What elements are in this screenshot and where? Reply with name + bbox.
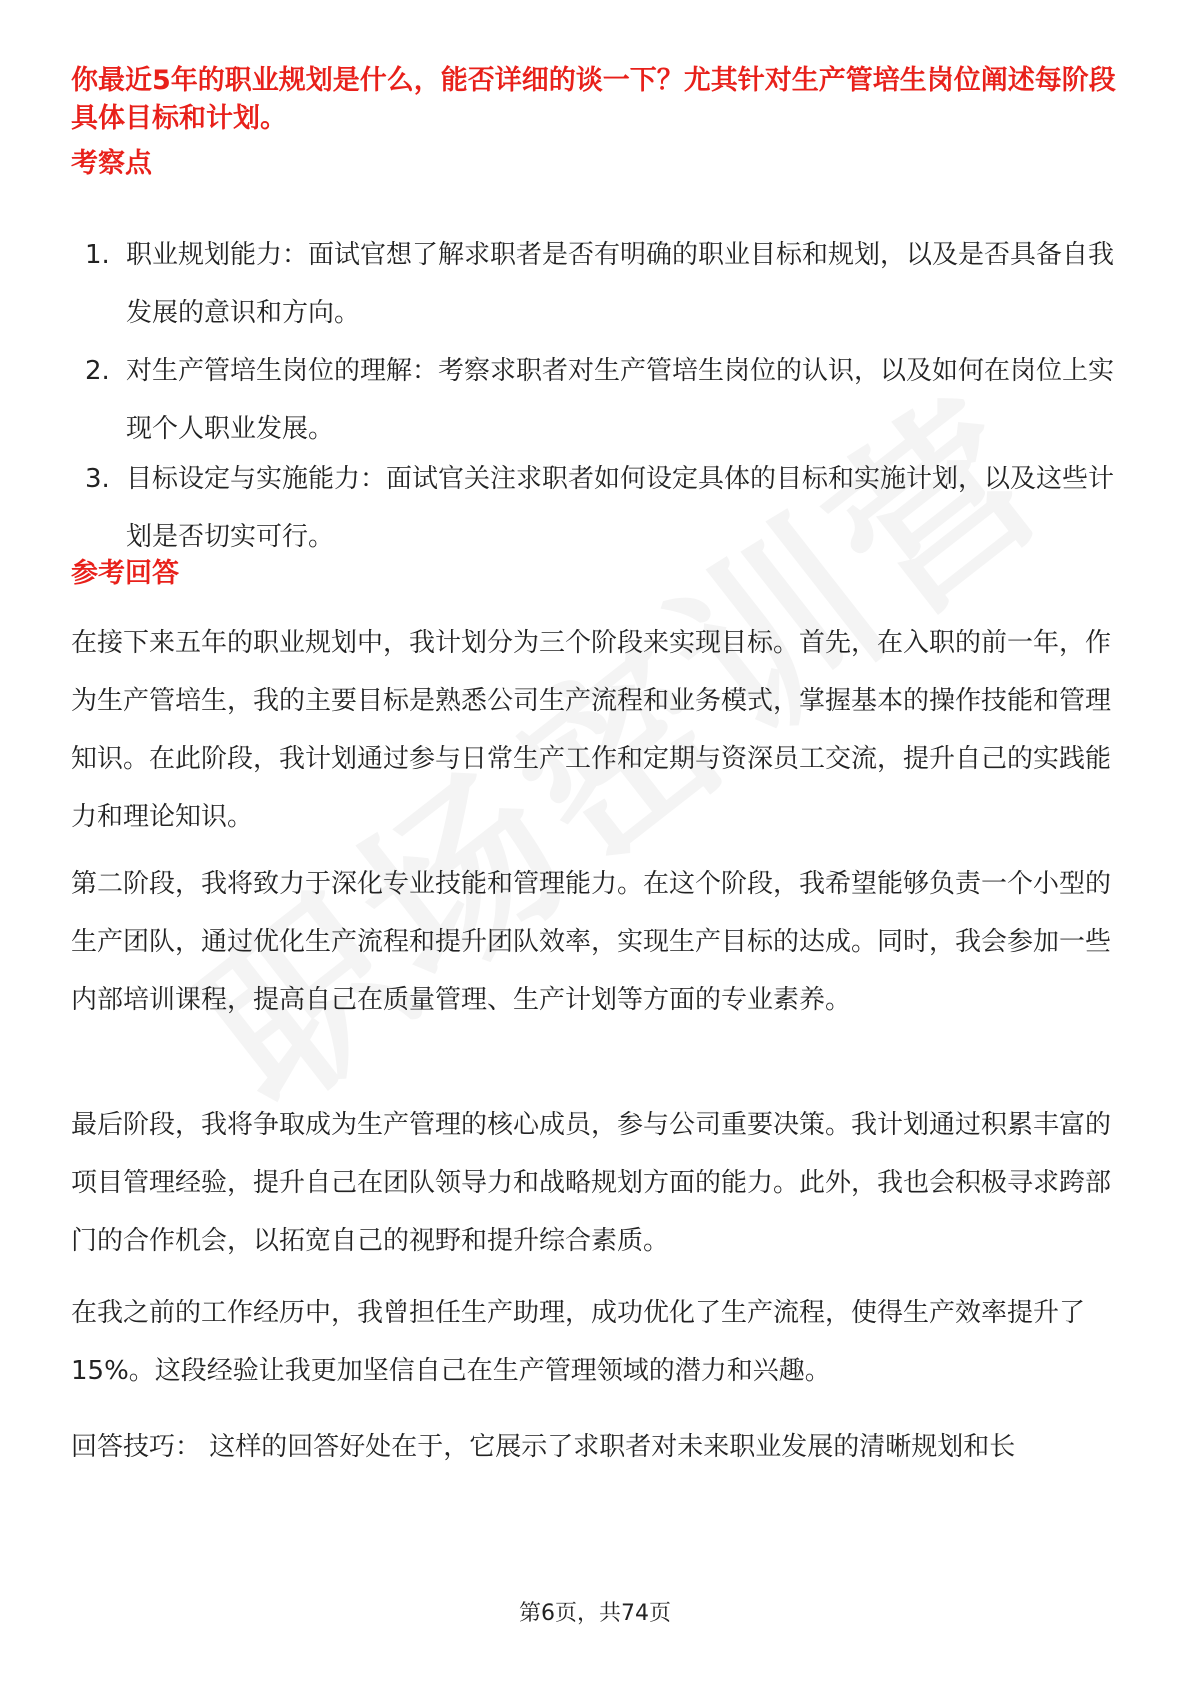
- list-number: 1.: [85, 240, 110, 270]
- list-number: 3.: [85, 464, 110, 494]
- answer-paragraph: 最后阶段，我将争取成为生产管理的核心成员，参与公司重要决策。我计划通过积累丰富的项目管理经验，提升自己在团队领导力和战略规划方面的能力。此外，我也会积极寻求跨部门的合作机会，以拓宽自己的视野和提升综合素质。: [71, 1110, 1112, 1256]
- points-list: [71, 226, 1131, 566]
- list-item: [71, 450, 1131, 566]
- section-heading-points: 考察点: [71, 148, 152, 179]
- list-item: [71, 226, 1131, 342]
- answer-paragraph: 第二阶段，我将致力于深化专业技能和管理能力。在这个阶段，我希望能够负责一个小型的生产团队，通过优化生产流程和提升团队效率，实现生产目标的达成。同时，我会参加一些内部培训课程，提高自己在质量管理、生产计划等方面的专业素养。: [71, 869, 1112, 1015]
- section-heading-answer: 参考回答: [71, 558, 179, 589]
- list-number: 2.: [85, 356, 110, 386]
- answer-paragraph: 在接下来五年的职业规划中，我计划分为三个阶段来实现目标。首先，在入职的前一年，作为生产管培生，我的主要目标是熟悉公司生产流程和业务模式，掌握基本的操作技能和管理知识。在此阶段，我计划通过参与日常生产工作和定期与资深员工交流，提升自己的实践能力和理论知识。: [71, 628, 1112, 832]
- list-text: 职业规划能力：面试官想了解求职者是否有明确的职业目标和规划，以及是否具备自我发展的意识和方向。: [126, 240, 1115, 328]
- list-text: 目标设定与实施能力：面试官关注求职者如何设定具体的目标和实施计划，以及这些计划是否切实可行。: [126, 464, 1115, 552]
- question-title: 你最近5年的职业规划是什么，能否详细的谈一下？尤其针对生产管培生岗位阐述每阶段具体目标和计划。: [71, 65, 1116, 134]
- answer-tip: 回答技巧： 这样的回答好处在于，它展示了求职者对未来职业发展的清晰规划和长: [71, 1432, 1016, 1462]
- list-item: [71, 342, 1131, 450]
- page-footer: 第6页，共74页: [519, 1601, 671, 1626]
- answer-paragraph: 在我之前的工作经历中，我曾担任生产助理，成功优化了生产流程，使得生产效率提升了15%。这段经验让我更加坚信自己在生产管理领域的潜力和兴趣。: [71, 1298, 1086, 1386]
- list-text: 对生产管培生岗位的理解：考察求职者对生产管培生岗位的认识，以及如何在岗位上实现个人职业发展。: [126, 356, 1115, 444]
